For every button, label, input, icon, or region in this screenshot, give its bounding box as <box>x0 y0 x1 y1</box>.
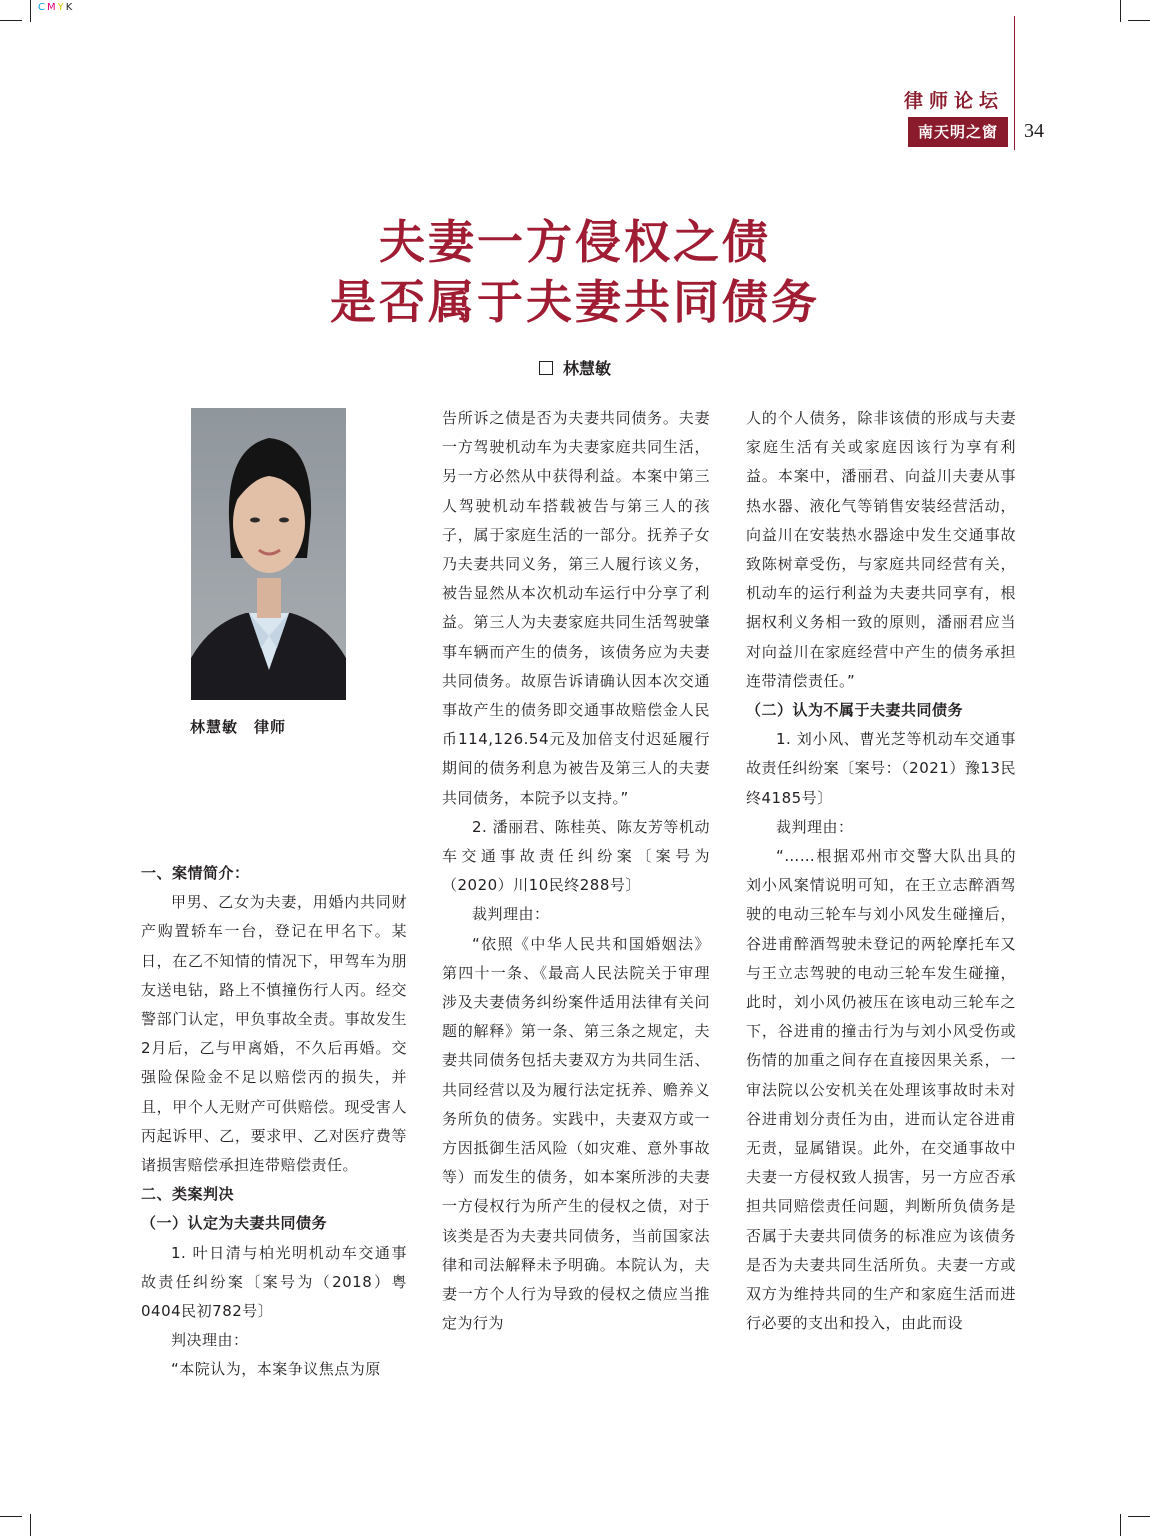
crop-mark <box>1120 1514 1121 1536</box>
magazine-brand-badge: 南天明之窗 <box>908 117 1008 147</box>
subheading-not-joint-debt: （二）认为不属于夫妻共同债务 <box>746 701 964 720</box>
cmyk-m: M <box>46 2 58 13</box>
heading-similar-cases: 二、类案判决 <box>141 1185 235 1204</box>
paragraph: “依照《中华人民共和国婚姻法》第四十一条、《最高人民法院关于审理涉及夫妻债务纠纷案件适用法律有关问题的解释》第一条、第三条之规定，夫妻共同债务包括夫妻双方为共同生活、共同经营以及为履行法定抚养、赡养义务所负的债务。实践中，夫妻双方或一方因抵御生活风险（如灾难、意外事故等）而发生的债务，如本案所涉的夫妻一方侵权行为所产生的侵权之债，对于该类是否为夫妻共同债务，当前国家法律和司法解释未予明确。本院认为，夫妻一方个人行为导致的侵权之债应当推定为行为 <box>442 934 710 1333</box>
subheading-joint-debt: （一）认定为夫妻共同债务 <box>141 1214 328 1233</box>
paragraph: 裁判理由： <box>472 905 550 924</box>
paragraph: “本院认为，本案争议焦点为原 <box>171 1360 381 1379</box>
crop-mark <box>30 1514 31 1536</box>
crop-mark <box>1120 0 1121 22</box>
paragraph: “……根据邓州市交警大队出具的刘小风案情说明可知，在王立志醉酒驾驶的电动三轮车与刘小风发生碰撞后，谷进甫醉酒驾驶未登记的两轮摩托车又与王立志驾驶的电动三轮车发生碰撞，此时，刘小风仍被压在该电动三轮车之下，谷进甫的撞击行为与刘小风受伤或伤情的加重之间存在直接因果关系，一审法院以公安机关在处理该事故时未对谷进甫划分责任为由，进而认定谷进甫无责，显属错误。此外，在交通事故中夫妻一方侵权致人损害，另一方应否承担共同赔偿责任问题，判断所负债务是否属于夫妻共同债务的标准应为该债务是否为夫妻共同生活所负。夫妻一方或双方为维持共同的生产和家庭生活而进行必要的支出和投入，由此而设 <box>746 847 1016 1333</box>
crop-mark <box>0 20 22 21</box>
paragraph: 甲男、乙女为夫妻，用婚内共同财产购置轿车一台，登记在甲名下。某日，在乙不知情的情况下，甲驾车为朋友送电钻，路上不慎撞伤行人丙。经交警部门认定，甲负事故全责。事故发生2月后，乙与甲离婚，不久后再婚。交强险保险金不足以赔偿丙的损失，并且，甲个人无财产可供赔偿。现受害人丙起诉甲、乙，要求甲、乙对医疗费等诸损害赔偿承担连带赔偿责任。 <box>141 893 407 1175</box>
text-column-3 <box>746 404 1016 1339</box>
square-icon <box>539 361 553 375</box>
portrait-illustration <box>191 408 346 700</box>
article-title-line-2: 是否属于夫妻共同债务 <box>330 275 820 329</box>
author-byline <box>0 356 1150 379</box>
crop-mark <box>1128 1516 1150 1517</box>
photo-caption: 林慧敏 律师 <box>190 718 287 736</box>
cmyk-k: K <box>65 2 75 13</box>
paragraph: 判决理由： <box>171 1331 249 1350</box>
crop-mark <box>1128 20 1150 21</box>
paragraph: 1. 刘小风、曹光芝等机动车交通事故责任纠纷案〔案号：（2021）豫13民终4185号〕 <box>746 730 1016 807</box>
crop-mark <box>30 0 31 22</box>
paragraph: 1. 叶日清与柏光明机动车交通事故责任纠纷案〔案号为（2018）粤0404民初782号〕 <box>141 1243 407 1321</box>
cmyk-y: Y <box>57 2 66 13</box>
article-title-line-1: 夫妻一方侵权之债 <box>379 215 771 269</box>
paragraph: 裁判理由： <box>776 817 854 836</box>
paragraph: 2. 潘丽君、陈桂英、陈友芳等机动车交通事故责任纠纷案〔案号为（2020）川10民终288号〕 <box>442 817 710 895</box>
paragraph: 告所诉之债是否为夫妻共同债务。夫妻一方驾驶机动车为夫妻家庭共同生活，另一方必然从中获得利益。本案中第三人驾驶机动车搭载被告与第三人的孩子，属于家庭生活的一部分。抚养子女乃夫妻共同义务，第三人履行该义务，被告显然从本次机动车运行中分享了利益。第三人为夫妻家庭共同生活驾驶肇事车辆而产生的债务，该债务应为夫妻共同债务。故原告诉请确认因本次交通事故产生的债务即交通事故赔偿金人民币114,126.54元及加倍支付迟延履行期间的债务利息为被告及第三人的夫妻共同债务，本院予以支持。” <box>442 409 710 807</box>
author-photo <box>191 408 346 700</box>
author-name: 林慧敏 <box>562 359 611 378</box>
section-label: 律师论坛 <box>903 90 1004 112</box>
text-column-1 <box>141 859 407 1385</box>
crop-mark <box>0 1516 22 1517</box>
heading-case-summary: 一、案情简介： <box>141 864 250 882</box>
paragraph: 人的个人债务，除非该债的形成与夫妻家庭生活有关或家庭因该行为享有利益。本案中，潘丽君、向益川夫妻从事热水器、液化气等销售安装经营活动，向益川在安装热水器途中发生交通事故致陈树章受伤，与家庭共同经营有关，机动车的运行利益为夫妻共同享有，根据权利义务相一致的原则，潘丽君应当对向益川在家庭经营中产生的债务承担连带清偿责任。” <box>746 409 1016 690</box>
color-registration-label <box>38 2 74 13</box>
cmyk-c: C <box>38 2 47 13</box>
text-column-2 <box>442 404 710 1339</box>
page-number: 34 <box>1024 120 1044 142</box>
header-divider <box>1014 16 1015 150</box>
